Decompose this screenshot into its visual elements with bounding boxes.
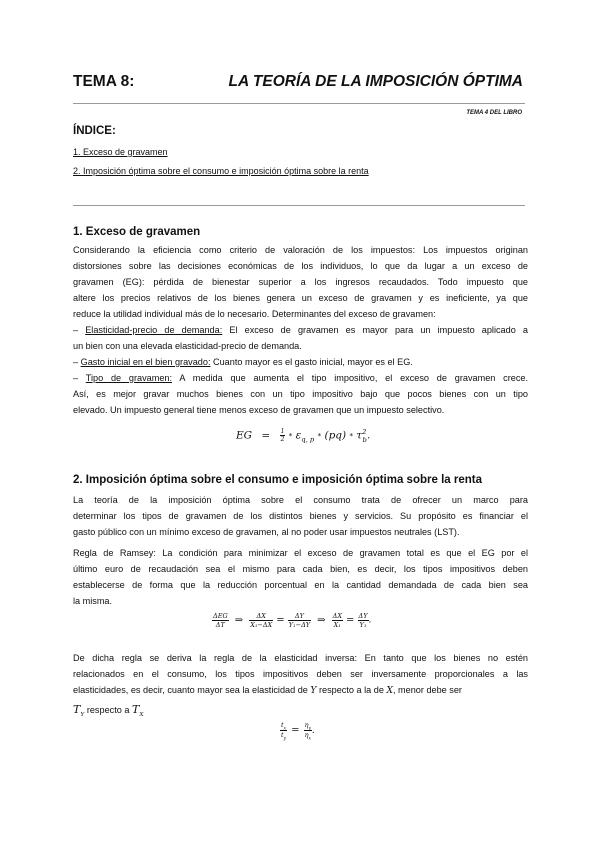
formula-symbol: ⇒ [317, 614, 326, 626]
index-divider [73, 205, 525, 206]
fraction: $\frac{\text{ΔEG}}{\Delta T}$ [213, 612, 228, 629]
formula-term: τ [356, 429, 363, 442]
section-2-line: último euro de recaudación sea el mismo para cada bien, es decir, los tipos impositivos deben [73, 564, 528, 574]
determinant-elasticidad-cont: un bien con una elevada elasticidad-precio de demanda. [73, 341, 302, 351]
determinant-text: Cuanto mayor es el gasto inicial, mayor es el EG. [210, 357, 413, 367]
bullet-dash: – [73, 325, 79, 335]
ramsey-rule-formula: $\frac{\text{ΔEG}}{\Delta T}$ ⇒ $\frac{\Delta X}{\text{X₁−ΔX}}$ = $\frac{\Delta Y}{\text{Y₁−ΔY}}$ ⇒ $\frac{\Delta X}{\text{X₁}}$ = $\frac{\Delta Y}{\text{Y₁}}$ . [213, 612, 372, 629]
formula-symbol: ⇒ [234, 614, 244, 626]
index-title: ÍNDICE: [73, 125, 116, 137]
formula-symbol: = [276, 614, 285, 626]
formula-variable: X [386, 686, 393, 696]
determinant-label: Elasticidad-precio de demanda: [85, 325, 223, 335]
section-1-line: distorsiones sobre las decisiones económicas de los individuos, lo que da lugar a un exceso de [73, 261, 528, 271]
determinant-label: Gasto inicial en el bien gravado: [80, 357, 211, 367]
determinant-gasto-inicial [73, 355, 528, 371]
fraction-half: $\frac{1}{2}$ [280, 428, 285, 443]
fraction: $\frac{\Delta X}{\text{X₁−ΔX}}$ [250, 612, 273, 629]
formula-subscript: b [362, 435, 367, 444]
section-1-line: gravamen (EG): pérdida de bienestar superior a los ingresos recaudados. Todo impuesto que [73, 277, 528, 287]
formula-symbol: * [349, 432, 353, 441]
document-header [73, 73, 525, 95]
section-2-line: la misma. [73, 596, 113, 606]
formula-variable: Y [310, 686, 317, 696]
determinant-label: Tipo de gravamen: [85, 373, 173, 383]
excess-burden-formula: EG = $\frac{1}{2}$ * $\varepsilon_{q, p} * (pq) * \tau^2_b$. [236, 428, 371, 444]
formula-subscript: X [139, 710, 144, 718]
section-1-line: elevado. Un impuesto general tiene menos exceso de gravamen que un impuesto selectivo. [73, 405, 445, 415]
formula-symbol: * [288, 432, 293, 441]
section-2-line: La teoría de la imposición óptima sobre el consumo trata de ofrecer un marco para [73, 495, 528, 505]
header-divider [73, 103, 525, 104]
inverse-elasticity-formula: $\frac{t_x}{t_y}$ = $\frac{\eta_y}{\eta_x}$ . [281, 721, 315, 741]
fraction: $\frac{\Delta Y}{\text{Y₁−ΔY}}$ [288, 612, 311, 629]
section-2-line [73, 702, 528, 723]
formula-symbol: = [346, 614, 355, 626]
section-1-line: Así, es mejor gravar muchos bienes con un tipo impositivo bajo que pocos bienes con un tipo [73, 389, 528, 399]
text-run: respecto a [86, 705, 130, 715]
text-run: , menor debe ser [392, 685, 462, 695]
formula-subscript: Y [80, 710, 85, 718]
section-2-heading: 2. Imposición óptima sobre el consumo e imposición óptima sobre la renta [73, 474, 482, 486]
section-2-line: De dicha regla se deriva la regla de la elasticidad inversa: En tanto que los bienes no estén [73, 653, 528, 663]
formula-symbol: = [261, 429, 271, 442]
formula-variable: T [131, 703, 140, 716]
section-2-line: relacionados en el consumo, los tipos impositivos deben ser inversamente proporcionales a las [73, 669, 528, 679]
index-link-imposicion-optima[interactable]: 2. Imposición óptima sobre el consumo e imposición óptima sobre la renta [73, 166, 369, 176]
formula-symbol: * [317, 432, 322, 441]
section-2-line: Regla de Ramsey: La condición para minimizar el exceso de gravamen total es que el EG por el [73, 548, 528, 558]
formula-term: EG [236, 429, 253, 442]
section-1-line: altere los precios relativos de los bienes genera un exceso de gravamen y es ineficiente, ya que [73, 293, 528, 303]
determinant-text: El exceso de gravamen es mayor para un impuesto aplicado a [222, 325, 528, 335]
text-run: elasticidades, es decir, cuanto mayor sea la elasticidad de [73, 685, 308, 695]
formula-variable: T [73, 703, 81, 716]
fraction: $\frac{\eta_y}{\eta_x}$ [304, 721, 311, 741]
determinant-tipo-gravamen [73, 371, 528, 387]
bullet-dash: – [73, 373, 79, 383]
fraction: $\frac{\Delta X}{\text{X₁}}$ [332, 612, 342, 629]
formula-term: (pq) [324, 429, 347, 442]
tema-number: TEMA 8: [73, 73, 135, 90]
formula-subscript: q, p [301, 435, 315, 444]
book-reference: TEMA 4 DEL LIBRO [466, 110, 522, 116]
fraction: $\frac{t_x}{t_y}$ [281, 721, 287, 741]
formula-term: ε [295, 429, 302, 442]
section-2-line: establecerse de forma que la reducción porcentual en la cantidad demandada de cada bien sea [73, 580, 528, 590]
formula-symbol: = [291, 724, 300, 736]
formula-superscript: 2 [362, 428, 367, 436]
fraction: $\frac{\Delta Y}{\text{Y₁}}$ [358, 612, 368, 629]
section-1-heading: 1. Exceso de gravamen [73, 226, 201, 238]
section-1-line: reduce la utilidad individual más de lo necesario. Determinantes del exceso de gravamen: [73, 309, 436, 319]
section-2-line: determinar los tipos de gravamen de los distintos bienes y servicios. Su propósito es financiar el [73, 511, 528, 521]
section-2-line: gasto público con un mínimo exceso de gravamen, al no poder usar impuestos neutrales (LST). [73, 527, 460, 537]
tema-title: LA TEORÍA DE LA IMPOSICIÓN ÓPTIMA [228, 73, 523, 90]
index-link-exceso-gravamen[interactable]: 1. Exceso de gravamen [73, 147, 168, 157]
section-2-line [73, 683, 528, 700]
section-1-line: Considerando la eficiencia como criterio de valoración de los impuestos: Los impuestos originan [73, 245, 528, 255]
determinant-text: A medida que aumenta el tipo impositivo, el exceso de gravamen crece. [172, 373, 529, 383]
text-run: respecto a la de [318, 685, 384, 695]
bullet-dash: – [73, 357, 79, 367]
determinant-elasticidad [73, 323, 528, 339]
